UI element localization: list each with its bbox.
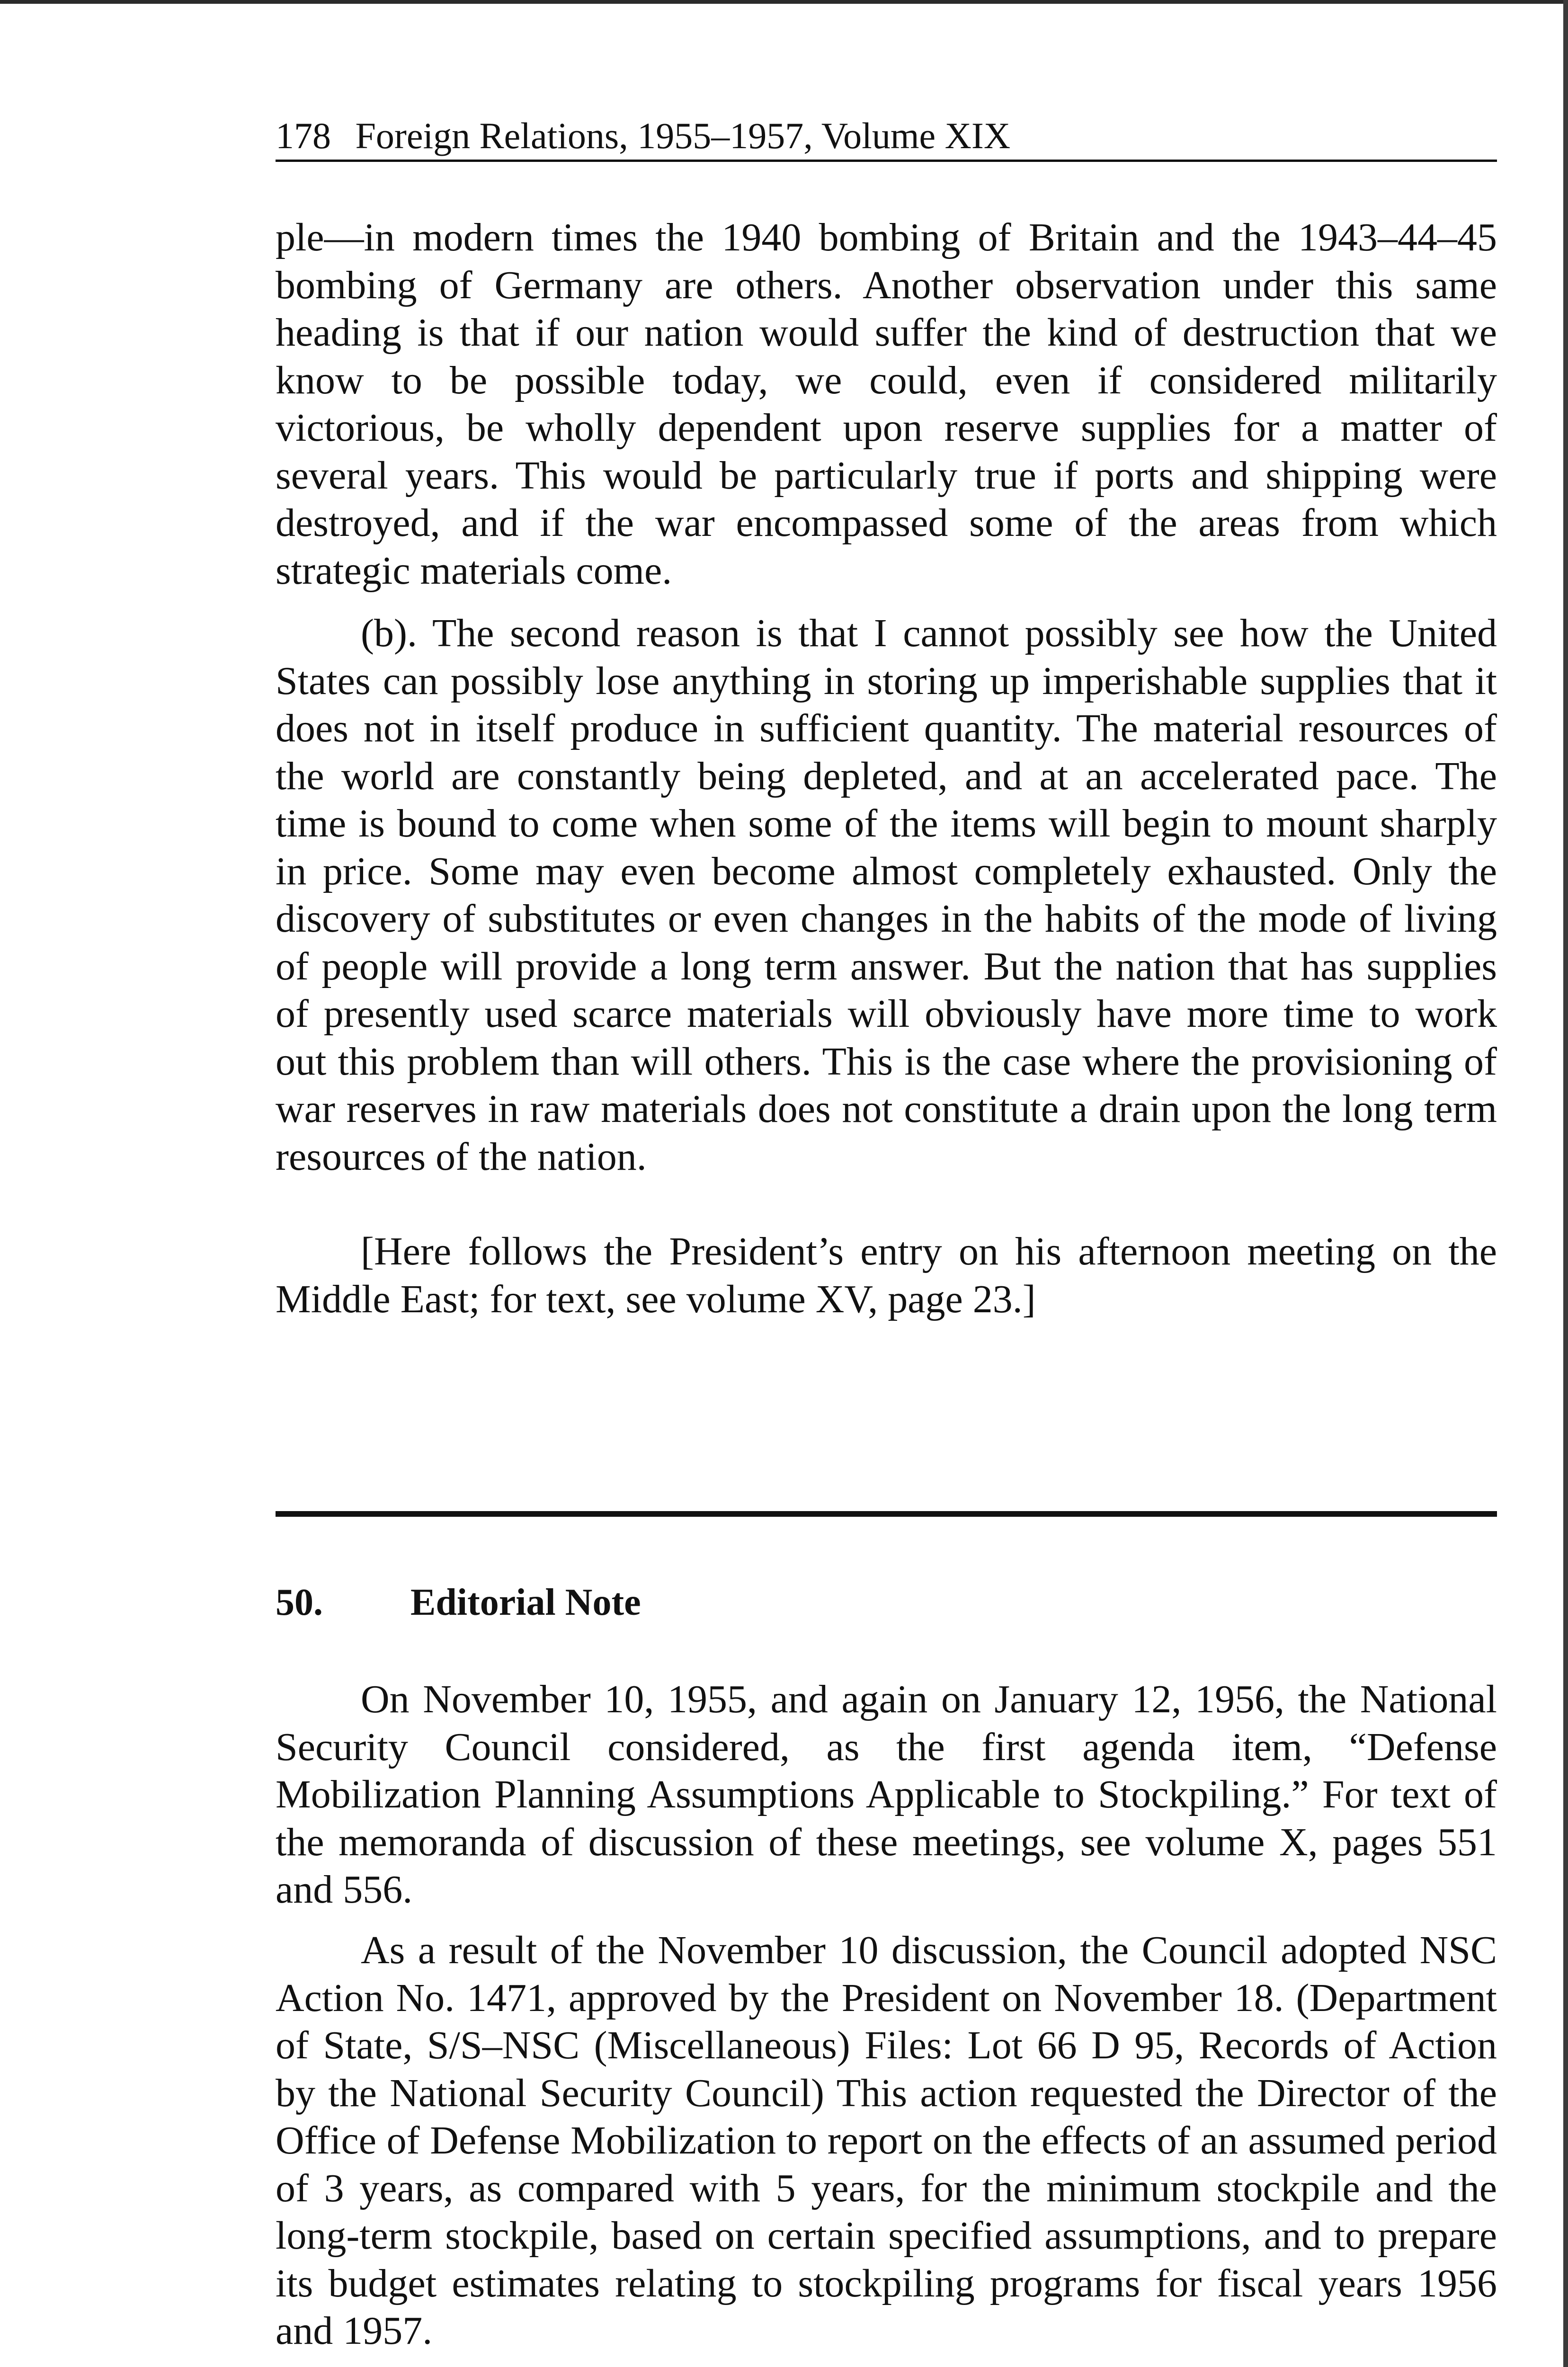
section-heading xyxy=(276,1576,641,1628)
scan-top-edge xyxy=(0,0,1568,4)
section-divider-rule xyxy=(276,1511,1497,1517)
section-paragraph-2: As a result of the November 10 discussion, the Council adopted NSC Action No. 1471, approved by the President on November 18. (Department of State, S/S–NSC (Miscellaneous) Files: Lot 66 D 95, Records of Action by the National Security Council) This action requested the Director of the Office of Defense Mobilization to report on the effects of an assumed period of 3 years, as compared with 5 years, for the minimum stockpile and the long-term stockpile, based on certain specified assumptions, and to prepare its budget estimates relating to stockpiling programs for fiscal years 1956 and 1957. xyxy=(276,1928,1497,2353)
scan-right-edge xyxy=(1563,0,1568,2367)
section-paragraph-1: On November 10, 1955, and again on January 12, 1956, the National Security Council considered, as the first agenda item, “Defense Mobilization Planning Assumptions Applicable to Stockpiling.” For text of the memoranda of discussion of these meetings, see volume X, pages 551 and 556. xyxy=(276,1677,1497,1912)
paragraph-3-editorial-bracket: [Here follows the President’s entry on his afternoon meeting on the Middle East; for text, see volume XV, page 23.] xyxy=(276,1229,1497,1321)
running-title: Foreign Relations, 1955–1957, Volume XIX xyxy=(355,115,1011,156)
paragraph-2: (b). The second reason is that I cannot possibly see how the United States can possibly lose anything in storing up imperishable supplies that it does not in itself produce in sufficient quantity. The material resources of the world are constantly being depleted, and at an accelerated pace. The time is bound to come when some of the items will begin to mount sharply in price. Some may even become almost completely exhausted. Only the discovery of substitutes or even changes in the habits of the mode of living of people will provide a long term answer. But the nation that has supplies of presently used scarce materials will obviously have more time to work out this problem than will others. This is the case where the provisioning of war reserves in raw materials does not constitute a drain upon the long term resources of the nation. xyxy=(276,611,1497,1179)
section-number: 50. xyxy=(276,1582,323,1623)
page-number: 178 xyxy=(276,115,331,156)
section-title: Editorial Note xyxy=(410,1582,641,1623)
paragraph-1: ple—in modern times the 1940 bombing of Britain and the 1943–44–45 bombing of Germany are others. Another observation under this same heading is that if our nation would suffer the kind of destruction that we know to be possible today, we could, even if considered militarily victorious, be wholly dependent upon reserve supplies for a matter of several years. This would be particularly true if ports and shipping were destroyed, and if the war encompassed some of the areas from which strategic materials come. xyxy=(276,215,1497,593)
running-header xyxy=(276,110,1497,162)
